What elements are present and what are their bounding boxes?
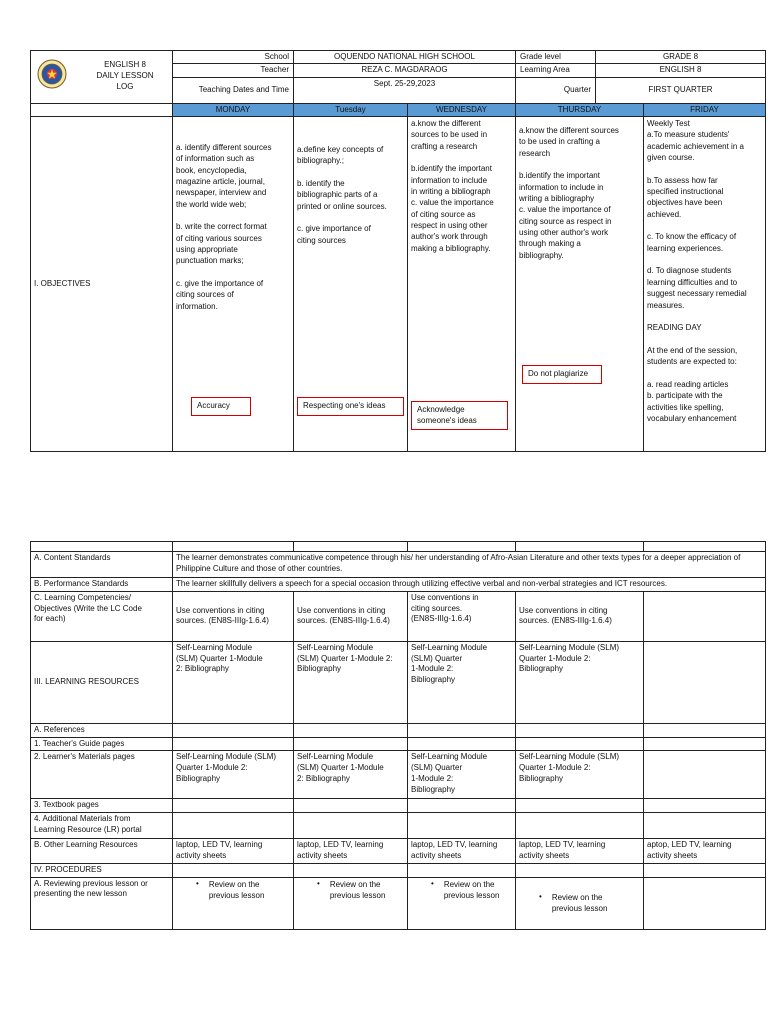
log-title-line: ENGLISH 8: [104, 60, 146, 69]
objectives-text: a.know the different sources to be used in crafting a research b.identify the important information to include in writing a bibliography c. value the importance of citing source as respect in using other author's work through making a bibliography.: [519, 125, 619, 260]
objectives-text: a.define key concepts of bibliography.; b. identify the bibliographic parts of a printed or online sources. c. give importance of citing sources: [297, 144, 387, 245]
blank-cell: [644, 737, 766, 751]
bullet-icon: •: [539, 891, 542, 901]
review-bullet: [176, 879, 290, 902]
blank-cell: [408, 799, 516, 813]
lesson-details-table: [30, 541, 766, 930]
value-box-thursday: Do not plagiarize: [522, 365, 602, 384]
grade-value: GRADE 8: [596, 51, 766, 64]
bullet-icon: •: [196, 878, 199, 888]
objectives-monday: [173, 116, 294, 451]
review-text: Review on the previous lesson: [329, 879, 386, 900]
competencies-monday: Use conventions in citing sources. (EN8S-IIIg-1.6.4): [173, 591, 294, 641]
performance-standards-label: B. Performance Standards: [31, 578, 173, 592]
lm-thursday: Self-Learning Module (SLM) Quarter 1-Module 2: Bibliography: [516, 751, 644, 799]
blank-cell: [516, 542, 644, 552]
day-header-tuesday: Tuesday: [294, 103, 408, 116]
day-header-monday: MONDAY: [173, 103, 294, 116]
review-text: Review on the previous lesson: [208, 879, 265, 900]
other-monday: laptop, LED TV, learning activity sheets: [173, 839, 294, 864]
day-header-wednesday: WEDNESDAY: [408, 103, 516, 116]
day-header-spacer: [31, 103, 173, 116]
other-friday: aptop, LED TV, learning activity sheets: [644, 839, 766, 864]
blank-cell: [408, 542, 516, 552]
log-title-line: LOG: [116, 81, 134, 91]
blank-cell: [516, 737, 644, 751]
review-wednesday: [408, 877, 516, 929]
log-title-cell: [31, 51, 173, 104]
day-header-friday: FRIDAY: [644, 103, 766, 116]
competencies-label: C. Learning Competencies/ Objectives (Write the LC Code for each): [31, 591, 173, 641]
learners-materials-label: 2. Learner's Materials pages: [31, 751, 173, 799]
lm-monday: Self-Learning Module (SLM) Quarter 1-Module 2: Bibliography: [173, 751, 294, 799]
objectives-tuesday: [294, 116, 408, 451]
value-box-monday: Accuracy: [191, 397, 251, 416]
resources-label: III. LEARNING RESOURCES: [31, 641, 173, 723]
review-text: Review on the previous lesson: [551, 892, 608, 914]
blank-cell: [516, 813, 644, 839]
teachers-guide-label: 1. Teacher's Guide pages: [31, 737, 173, 751]
deped-seal-icon: [37, 59, 67, 89]
competencies-thursday: Use conventions in citing sources. (EN8S-IIIg-1.6.4): [516, 591, 644, 641]
value-box-tuesday: Respecting one's ideas: [297, 397, 404, 416]
lm-wednesday: Self-Learning Module (SLM) Quarter 1-Module 2: Bibliography: [408, 751, 516, 799]
quarter-label: Quarter: [516, 77, 596, 103]
school-label: School: [173, 51, 294, 64]
blank-cell: [516, 799, 644, 813]
blank-cell: [408, 737, 516, 751]
blank-cell: [173, 542, 294, 552]
log-title-line: DAILY LESSON: [96, 70, 154, 80]
bullet-icon: •: [317, 878, 320, 888]
resources-thursday: Self-Learning Module (SLM) Quarter 1-Module 2: Bibliography: [516, 641, 644, 723]
blank-cell: [31, 542, 173, 552]
review-bullet: [411, 879, 512, 902]
procedures-label: IV. PROCEDURES: [31, 863, 173, 877]
bullet-icon: •: [431, 878, 434, 888]
resources-tuesday: Self-Learning Module (SLM) Quarter 1-Module 2: Bibliography: [294, 641, 408, 723]
content-standards-label: A. Content Standards: [31, 552, 173, 578]
teacher-label: Teacher: [173, 64, 294, 77]
blank-cell: [408, 863, 516, 877]
area-label: Learning Area: [516, 64, 596, 77]
resources-monday: Self-Learning Module (SLM) Quarter 1-Module 2: Bibliography: [173, 641, 294, 723]
other-resources-label: B. Other Learning Resources: [31, 839, 173, 864]
blank-cell: [173, 813, 294, 839]
resources-wednesday: Self-Learning Module (SLM) Quarter 1-Module 2: Bibliography: [408, 641, 516, 723]
lm-friday: [644, 751, 766, 799]
other-wednesday: laptop, LED TV, learning activity sheets: [408, 839, 516, 864]
review-text: Review on the previous lesson: [443, 879, 500, 900]
blank-cell: [644, 863, 766, 877]
blank-cell: [644, 813, 766, 839]
teacher-value: REZA C. MAGDARAOG: [294, 64, 516, 77]
objectives-thursday: [516, 116, 644, 451]
blank-cell: [294, 863, 408, 877]
blank-cell: [516, 723, 644, 737]
log-title: [75, 60, 173, 92]
blank-cell: [173, 737, 294, 751]
competencies-friday: [644, 591, 766, 641]
blank-cell: [644, 723, 766, 737]
references-label: A. References: [31, 723, 173, 737]
objectives-friday: [644, 116, 766, 451]
header-objectives-table: [30, 50, 766, 452]
value-box-wednesday: Acknowledge someone's ideas: [411, 401, 508, 431]
performance-standards-value: The learner skillfully delivers a speech for a special occasion through utilizing effective verbal and non-verbal strategies and ICT resources.: [173, 578, 766, 592]
day-header-thursday: THURSDAY: [516, 103, 644, 116]
blank-cell: [173, 863, 294, 877]
review-bullet: [519, 892, 640, 915]
blank-cell: [294, 813, 408, 839]
quarter-value: FIRST QUARTER: [596, 77, 766, 103]
area-value: ENGLISH 8: [596, 64, 766, 77]
objectives-label: I. OBJECTIVES: [31, 116, 173, 451]
review-bullet: [297, 879, 404, 902]
objectives-text: a.know the different sources to be used in crafting a research b.identify the important information to include in writing a bibliograph c. value the importance of citing source as respect in using other author's work through making a bibliography.: [411, 118, 494, 253]
blank-cell: [173, 799, 294, 813]
additional-materials-label: 4. Additional Materials from Learning Resource (LR) portal: [31, 813, 173, 839]
other-tuesday: laptop, LED TV, learning activity sheets: [294, 839, 408, 864]
competencies-wednesday: Use conventions in citing sources. (EN8S-IIIg-1.6.4): [408, 591, 516, 641]
review-tuesday: [294, 877, 408, 929]
school-value: OQUENDO NATIONAL HIGH SCHOOL: [294, 51, 516, 64]
blank-cell: [644, 542, 766, 552]
review-label: A. Reviewing previous lesson or presenting the new lesson: [31, 877, 173, 929]
blank-cell: [644, 799, 766, 813]
blank-cell: [408, 723, 516, 737]
blank-cell: [408, 813, 516, 839]
resources-friday: [644, 641, 766, 723]
blank-cell: [294, 799, 408, 813]
blank-cell: [294, 737, 408, 751]
competencies-tuesday: Use conventions in citing sources. (EN8S-IIIg-1.6.4): [294, 591, 408, 641]
blank-cell: [294, 723, 408, 737]
review-thursday: [516, 877, 644, 929]
blank-cell: [294, 542, 408, 552]
dates-label: Teaching Dates and Time: [173, 77, 294, 103]
review-friday: [644, 877, 766, 929]
blank-cell: [516, 863, 644, 877]
other-thursday: laptop, LED TV, learning activity sheets: [516, 839, 644, 864]
textbook-label: 3. Textbook pages: [31, 799, 173, 813]
review-monday: [173, 877, 294, 929]
dates-value: Sept. 25-29,2023: [294, 77, 516, 103]
objectives-text: a. identify different sources of information such as book, encyclopedia, magazine article, journal, newspaper, interview and the world wide web; b. write the correct format of citing various sources using appropriate punctuation marks; c. give the importance of citing sources of information.: [176, 142, 272, 311]
objectives-text: Weekly Test a.To measure students' academic achievement in a given course. b.To assess how far specified instructional objectives have been achieved. c. To know the efficacy of learning experiences. d. To diagnose students learning difficulties and to suggest necessary remedial measures. READING DAY At the end of the session, students are expected to: a. read reading articles b. participate with the activities like spelling, vocabulary enhancement: [647, 118, 747, 424]
lm-tuesday: Self-Learning Module (SLM) Quarter 1-Module 2: Bibliography: [294, 751, 408, 799]
grade-label: Grade level: [516, 51, 596, 64]
objectives-wednesday: [408, 116, 516, 451]
content-standards-value: The learner demonstrates communicative competence through his/ her understanding of Afro-Asian Literature and other texts types for a deeper appreciation of Philippine Culture and those of other countries.: [173, 552, 766, 578]
blank-cell: [173, 723, 294, 737]
